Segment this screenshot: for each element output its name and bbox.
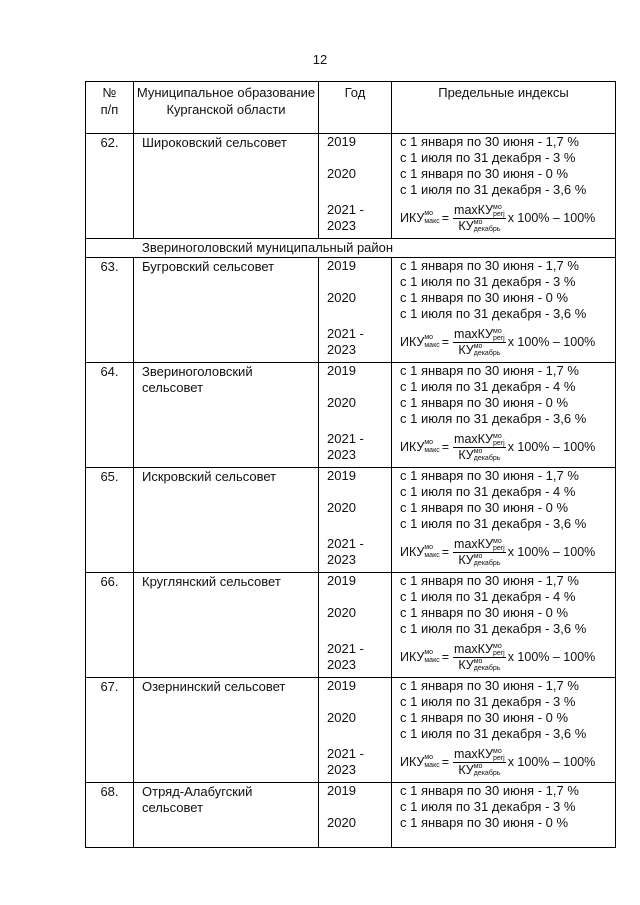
header-num: [86, 82, 134, 134]
year-value: 2021 - 2023: [327, 746, 364, 777]
row-number: 65.: [86, 468, 134, 573]
index-line: с 1 января по 30 июня - 0 %: [400, 710, 569, 725]
year-cell: [319, 258, 392, 363]
indices-cell: [392, 783, 616, 848]
table-header-row: [86, 82, 616, 134]
index-line: с 1 июля по 31 декабря - 3 %: [400, 274, 576, 289]
indices-cell: [392, 468, 616, 573]
formula-lhs-sub: макс: [424, 552, 440, 559]
formula-den-base: КУ: [458, 762, 474, 777]
municipality-name: Круглянский сельсовет: [134, 573, 319, 678]
formula-num-scripts: [493, 538, 505, 552]
formula-num-sub: perj: [493, 649, 505, 657]
header-indices-label: Предельные индексы: [438, 85, 569, 100]
formula-lhs-sup: мо: [424, 544, 434, 551]
index-line: с 1 января по 30 июня - 1,7 %: [400, 134, 579, 149]
index-line: с 1 января по 30 июня - 1,7 %: [400, 468, 579, 483]
formula-denominator: [457, 658, 501, 673]
formula-fraction: [453, 537, 506, 567]
formula-lhs-sup: мо: [424, 439, 434, 446]
formula-lhs-sup: мо: [424, 334, 434, 341]
table-row: [86, 134, 616, 239]
formula-num-base: maxКУ: [454, 431, 494, 446]
formula-num-sup: мо: [493, 747, 502, 755]
year-value: 2020: [327, 815, 356, 830]
formula-den-scripts: [474, 343, 501, 357]
index-line: с 1 июля по 31 декабря - 3,6 %: [400, 411, 587, 426]
municipality-name: Звериноголовский сельсовет: [134, 363, 319, 468]
region-row: [86, 239, 616, 258]
table-row: [86, 678, 616, 783]
formula-numerator: [453, 747, 506, 763]
index-line: с 1 июля по 31 декабря - 3,6 %: [400, 621, 587, 636]
index-line: с 1 января по 30 июня - 0 %: [400, 815, 569, 830]
index-line: с 1 июля по 31 декабря - 3,6 %: [400, 516, 587, 531]
formula-num-sup: мо: [493, 537, 502, 545]
formula-lhs-scripts: [424, 334, 439, 350]
formula-den-scripts: [474, 448, 501, 462]
year-value: 2020: [327, 395, 356, 410]
index-line: с 1 января по 30 июня - 0 %: [400, 500, 569, 515]
formula-num-sub: perj: [493, 544, 505, 552]
year-cell: [319, 363, 392, 468]
formula-num-sub: perj: [493, 334, 505, 342]
formula: [400, 427, 615, 467]
region-name: Звериноголовский муниципальный район: [86, 239, 616, 258]
row-number: 62.: [86, 134, 134, 239]
index-line: с 1 января по 30 июня - 0 %: [400, 395, 569, 410]
year-value: 2020: [327, 290, 356, 305]
table-row: [86, 783, 616, 848]
formula-num-scripts: [493, 643, 505, 657]
municipality-name: Отряд-Алабугский сельсовет: [134, 783, 319, 848]
formula-den-base: КУ: [458, 447, 474, 462]
index-line: с 1 января по 30 июня - 0 %: [400, 290, 569, 305]
formula-den-sub: декабрь: [473, 665, 501, 673]
formula-den-base: КУ: [458, 218, 474, 233]
index-line: с 1 июля по 31 декабря - 3,6 %: [400, 182, 587, 197]
formula-num-sub: perj: [493, 754, 505, 762]
formula-den-sub: декабрь: [473, 350, 501, 358]
formula-lhs: ИКУ: [400, 211, 425, 225]
index-line: с 1 июля по 31 декабря - 3 %: [400, 150, 576, 165]
formula-den-sup: мо: [473, 343, 483, 351]
formula-denominator: [457, 448, 501, 463]
municipality-name: Бугровский сельсовет: [134, 258, 319, 363]
formula-denominator: [457, 219, 501, 234]
row-number: 63.: [86, 258, 134, 363]
year-value: 2019: [327, 134, 356, 149]
formula-numerator: [453, 327, 506, 343]
indices-cell: [392, 678, 616, 783]
formula-num-scripts: [493, 748, 505, 762]
table-row: [86, 468, 616, 573]
index-line: с 1 января по 30 июня - 1,7 %: [400, 783, 579, 798]
year-value: 2020: [327, 500, 356, 515]
index-line: с 1 июля по 31 декабря - 3,6 %: [400, 306, 587, 321]
formula-lhs: ИКУ: [400, 650, 425, 664]
formula-lhs-scripts: [424, 439, 439, 455]
formula: [400, 637, 615, 677]
formula: [400, 532, 615, 572]
index-line: с 1 июля по 31 декабря - 4 %: [400, 589, 576, 604]
formula-fraction: [453, 327, 506, 357]
formula-num-base: maxКУ: [454, 536, 494, 551]
formula-lhs: ИКУ: [400, 335, 425, 349]
formula-num-sup: мо: [493, 203, 502, 211]
formula-lhs-sup: мо: [424, 210, 434, 217]
formula-lhs-sub: макс: [424, 447, 440, 454]
formula-den-sub: декабрь: [473, 560, 501, 568]
formula-eq: =: [441, 650, 450, 664]
formula-num-scripts: [493, 433, 505, 447]
index-line: с 1 июля по 31 декабря - 3,6 %: [400, 726, 587, 741]
formula: [400, 198, 615, 238]
index-line: с 1 июля по 31 декабря - 3 %: [400, 799, 576, 814]
formula-den-sup: мо: [473, 763, 483, 771]
formula-fraction: [453, 642, 506, 672]
formula-den-sup: мо: [473, 219, 483, 227]
formula-tail: х 100% – 100%: [507, 211, 596, 225]
formula-denominator: [457, 763, 501, 778]
index-line: с 1 января по 30 июня - 1,7 %: [400, 258, 579, 273]
formula-num-base: maxКУ: [454, 641, 494, 656]
year-value: 2020: [327, 166, 356, 181]
formula-den-base: КУ: [458, 342, 474, 357]
municipality-name: Озернинский сельсовет: [134, 678, 319, 783]
formula-lhs-sup: мо: [424, 754, 434, 761]
year-value: 2021 - 2023: [327, 202, 364, 233]
year-cell: [319, 573, 392, 678]
formula-lhs-scripts: [424, 210, 439, 226]
header-num-label: № п/п: [100, 85, 119, 117]
formula-numerator: [453, 432, 506, 448]
indices-cell: [392, 258, 616, 363]
formula-num-scripts: [493, 328, 505, 342]
index-line: с 1 января по 30 июня - 1,7 %: [400, 678, 579, 693]
formula-numerator: [453, 203, 506, 219]
header-indices: [392, 82, 616, 134]
formula-lhs-sub: макс: [424, 218, 440, 225]
year-cell: [319, 783, 392, 848]
formula-eq: =: [441, 545, 450, 559]
formula-num-sub: perj: [493, 210, 505, 218]
formula-eq: =: [441, 755, 450, 769]
year-value: 2019: [327, 573, 356, 588]
year-cell: [319, 678, 392, 783]
formula-den-scripts: [474, 553, 501, 567]
formula-den-sup: мо: [473, 448, 483, 456]
formula-num-base: maxКУ: [454, 746, 494, 761]
index-line: с 1 января по 30 июня - 0 %: [400, 166, 569, 181]
formula-den-base: КУ: [458, 552, 474, 567]
year-value: 2019: [327, 258, 356, 273]
formula-den-sub: декабрь: [473, 455, 501, 463]
formula-numerator: [453, 537, 506, 553]
row-number: 67.: [86, 678, 134, 783]
year-value: 2020: [327, 605, 356, 620]
formula-lhs-scripts: [424, 544, 439, 560]
formula-eq: =: [441, 440, 450, 454]
indices-cell: [392, 573, 616, 678]
formula-lhs-sub: макс: [424, 762, 440, 769]
municipality-name: Искровский сельсовет: [134, 468, 319, 573]
formula-fraction: [453, 432, 506, 462]
formula-den-scripts: [474, 763, 501, 777]
index-line: с 1 января по 30 июня - 1,7 %: [400, 573, 579, 588]
header-municipality-label: Муниципальное образование Курганской области: [136, 85, 316, 117]
year-value: 2019: [327, 783, 356, 798]
formula: [400, 322, 615, 362]
formula-tail: х 100% – 100%: [507, 335, 596, 349]
formula-lhs: ИКУ: [400, 440, 425, 454]
formula-numerator: [453, 642, 506, 658]
year-value: 2021 - 2023: [327, 431, 364, 462]
row-number: 64.: [86, 363, 134, 468]
formula-fraction: [453, 203, 506, 233]
header-municipality: [134, 82, 319, 134]
formula-lhs-sup: мо: [424, 649, 434, 656]
formula-den-sup: мо: [473, 553, 483, 561]
year-value: 2021 - 2023: [327, 326, 364, 357]
year-value: 2019: [327, 468, 356, 483]
formula-den-scripts: [474, 658, 501, 672]
year-cell: [319, 134, 392, 239]
formula: [400, 742, 615, 782]
formula-num-base: maxКУ: [454, 202, 494, 217]
year-value: 2019: [327, 678, 356, 693]
header-year-label: Год: [344, 85, 366, 100]
table-row: [86, 573, 616, 678]
formula-lhs: ИКУ: [400, 755, 425, 769]
formula-tail: х 100% – 100%: [507, 545, 596, 559]
formula-lhs-sub: макс: [424, 657, 440, 664]
table-row: [86, 258, 616, 363]
formula-lhs: ИКУ: [400, 545, 425, 559]
formula-num-base: maxКУ: [454, 326, 494, 341]
formula-num-sup: мо: [493, 327, 502, 335]
formula-num-scripts: [493, 204, 505, 218]
formula-tail: х 100% – 100%: [507, 650, 596, 664]
formula-num-sub: perj: [493, 439, 505, 447]
formula-lhs-scripts: [424, 754, 439, 770]
formula-denominator: [457, 553, 501, 568]
index-line: с 1 июля по 31 декабря - 3 %: [400, 694, 576, 709]
formula-fraction: [453, 747, 506, 777]
header-year: [319, 82, 392, 134]
formula-num-sup: мо: [493, 642, 502, 650]
index-line: с 1 июля по 31 декабря - 4 %: [400, 484, 576, 499]
limit-indices-table: [85, 81, 616, 848]
row-number: 68.: [86, 783, 134, 848]
formula-tail: х 100% – 100%: [507, 755, 596, 769]
formula-lhs-scripts: [424, 649, 439, 665]
page-number: 12: [312, 52, 328, 67]
indices-cell: [392, 134, 616, 239]
year-value: 2019: [327, 363, 356, 378]
formula-eq: =: [441, 211, 450, 225]
indices-cell: [392, 363, 616, 468]
row-number: 66.: [86, 573, 134, 678]
year-value: 2021 - 2023: [327, 536, 364, 567]
year-cell: [319, 468, 392, 573]
municipality-name: Широковский сельсовет: [134, 134, 319, 239]
index-line: с 1 января по 30 июня - 0 %: [400, 605, 569, 620]
formula-tail: х 100% – 100%: [507, 440, 596, 454]
year-value: 2020: [327, 710, 356, 725]
formula-den-sub: декабрь: [473, 770, 501, 778]
formula-eq: =: [441, 335, 450, 349]
formula-den-sub: декабрь: [473, 226, 501, 234]
formula-den-base: КУ: [458, 657, 474, 672]
index-line: с 1 июля по 31 декабря - 4 %: [400, 379, 576, 394]
table-row: [86, 363, 616, 468]
formula-num-sup: мо: [493, 432, 502, 440]
formula-den-scripts: [474, 219, 501, 233]
formula-lhs-sub: макс: [424, 342, 440, 349]
index-line: с 1 января по 30 июня - 1,7 %: [400, 363, 579, 378]
year-value: 2021 - 2023: [327, 641, 364, 672]
formula-denominator: [457, 343, 501, 358]
formula-den-sup: мо: [473, 658, 483, 666]
